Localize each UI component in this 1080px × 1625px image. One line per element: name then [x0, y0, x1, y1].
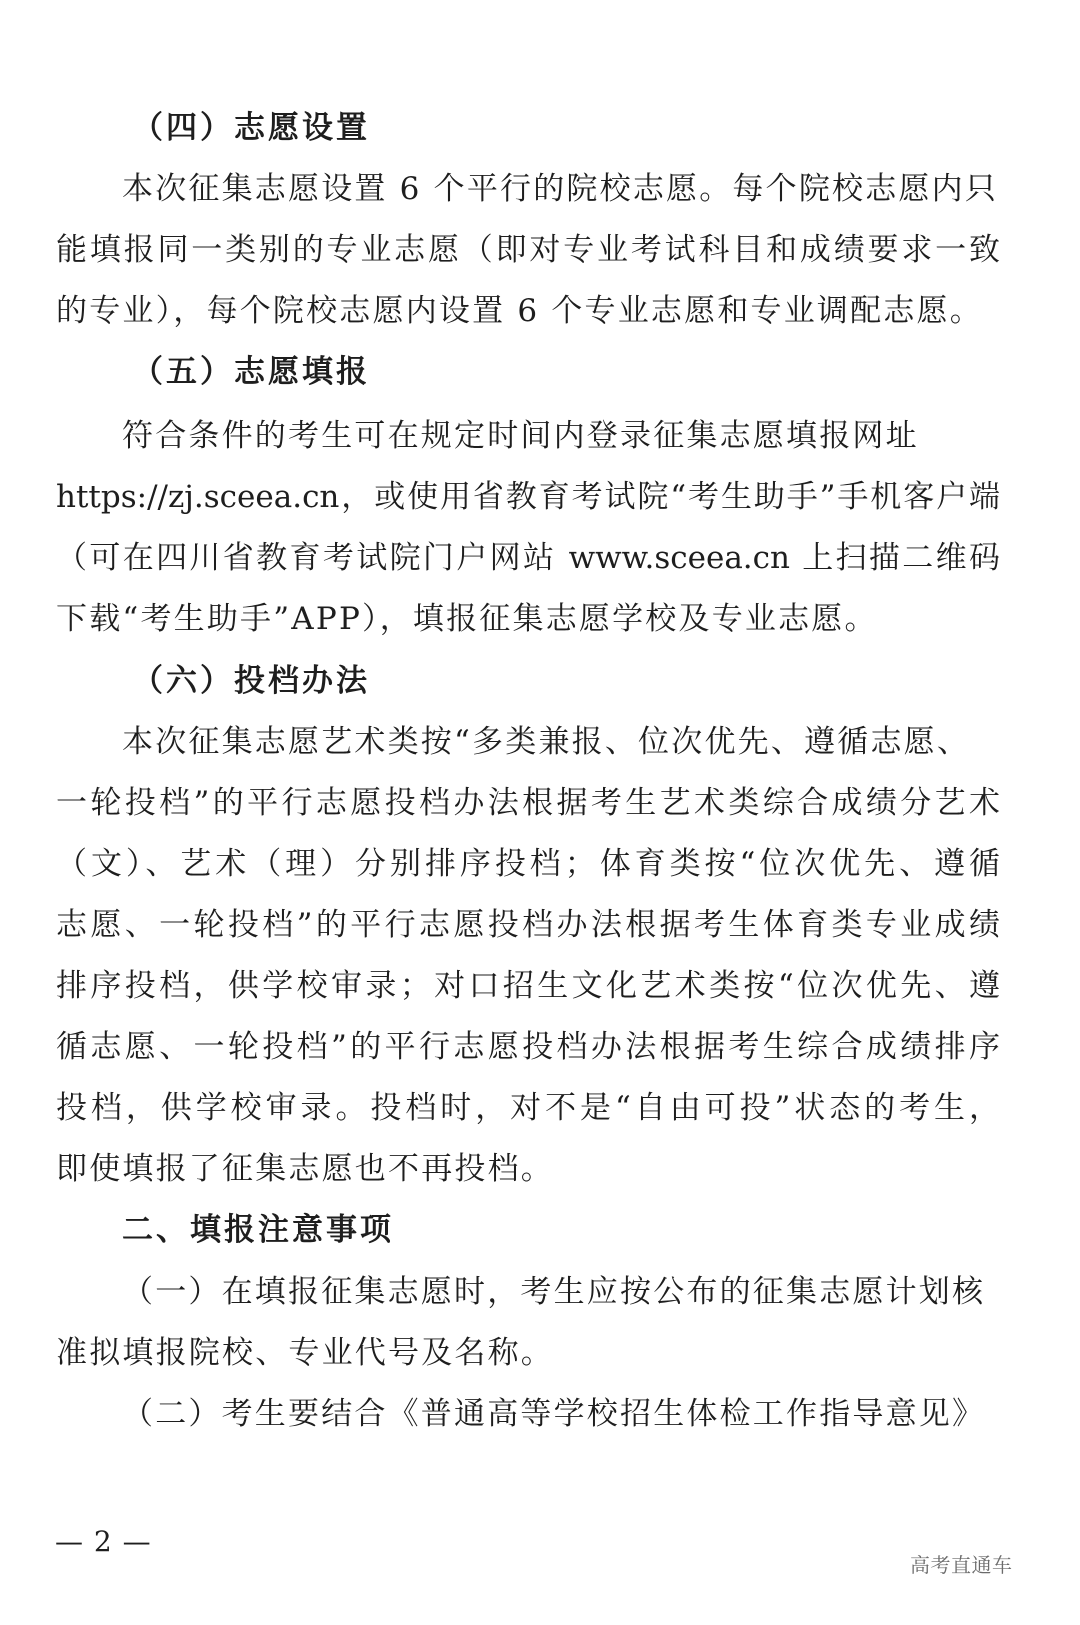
paragraph-line: 循志愿、一轮投档”的平行志愿投档办法根据考生综合成绩排序 [56, 1029, 1000, 1065]
paragraph-line: 下载“考生助手”APP），填报征集志愿学校及专业志愿。 [56, 601, 878, 637]
part-two-heading: 二、填报注意事项 [122, 1212, 394, 1248]
paragraph-line: （文）、艺术（理）分别排序投档；体育类按“位次优先、遵循 [56, 846, 1000, 882]
paragraph-line: 一轮投档”的平行志愿投档办法根据考生艺术类综合成绩分艺术 [56, 785, 1000, 821]
paragraph-line: （可在四川省教育考试院门户网站 www.sceea.cn 上扫描二维码 [56, 540, 1000, 576]
watermark: 高考直通车 [910, 1553, 1013, 1577]
paragraph-line: 准拟填报院校、专业代号及名称。 [56, 1335, 554, 1371]
paragraph-line: 志愿、一轮投档”的平行志愿投档办法根据考生体育类专业成绩 [56, 907, 1000, 943]
paragraph-line: （二）考生要结合《普通高等学校招生体检工作指导意见》 [122, 1396, 986, 1432]
paragraph-line: https://zj.sceea.cn，或使用省教育考试院“考生助手”手机客户端 [56, 479, 1000, 515]
paragraph-line: 能填报同一类别的专业志愿（即对专业考试科目和成绩要求一致 [56, 232, 1000, 268]
paragraph-line: 即使填报了征集志愿也不再投档。 [56, 1151, 554, 1187]
section-heading-four: （四）志愿设置 [132, 110, 370, 146]
paragraph-line: 符合条件的考生可在规定时间内登录征集志愿填报网址 [122, 418, 919, 454]
paragraph-line: 本次征集志愿设置 6 个平行的院校志愿。每个院校志愿内只 [122, 171, 999, 207]
paragraph-line: 本次征集志愿艺术类按“多类兼报、位次优先、遵循志愿、 [122, 724, 971, 760]
page-number: — 2 — [55, 1525, 152, 1558]
section-heading-five: （五）志愿填报 [132, 354, 370, 390]
paragraph-line: （一）在填报征集志愿时，考生应按公布的征集志愿计划核 [122, 1274, 986, 1310]
paragraph-line: 排序投档，供学校审录；对口招生文化艺术类按“位次优先、遵 [56, 968, 1000, 1004]
paragraph-line: 的专业），每个院校志愿内设置 6 个专业志愿和专业调配志愿。 [56, 293, 983, 329]
section-heading-six: （六）投档办法 [132, 663, 370, 699]
paragraph-line: 投档，供学校审录。投档时，对不是“自由可投”状态的考生， [56, 1090, 1000, 1126]
